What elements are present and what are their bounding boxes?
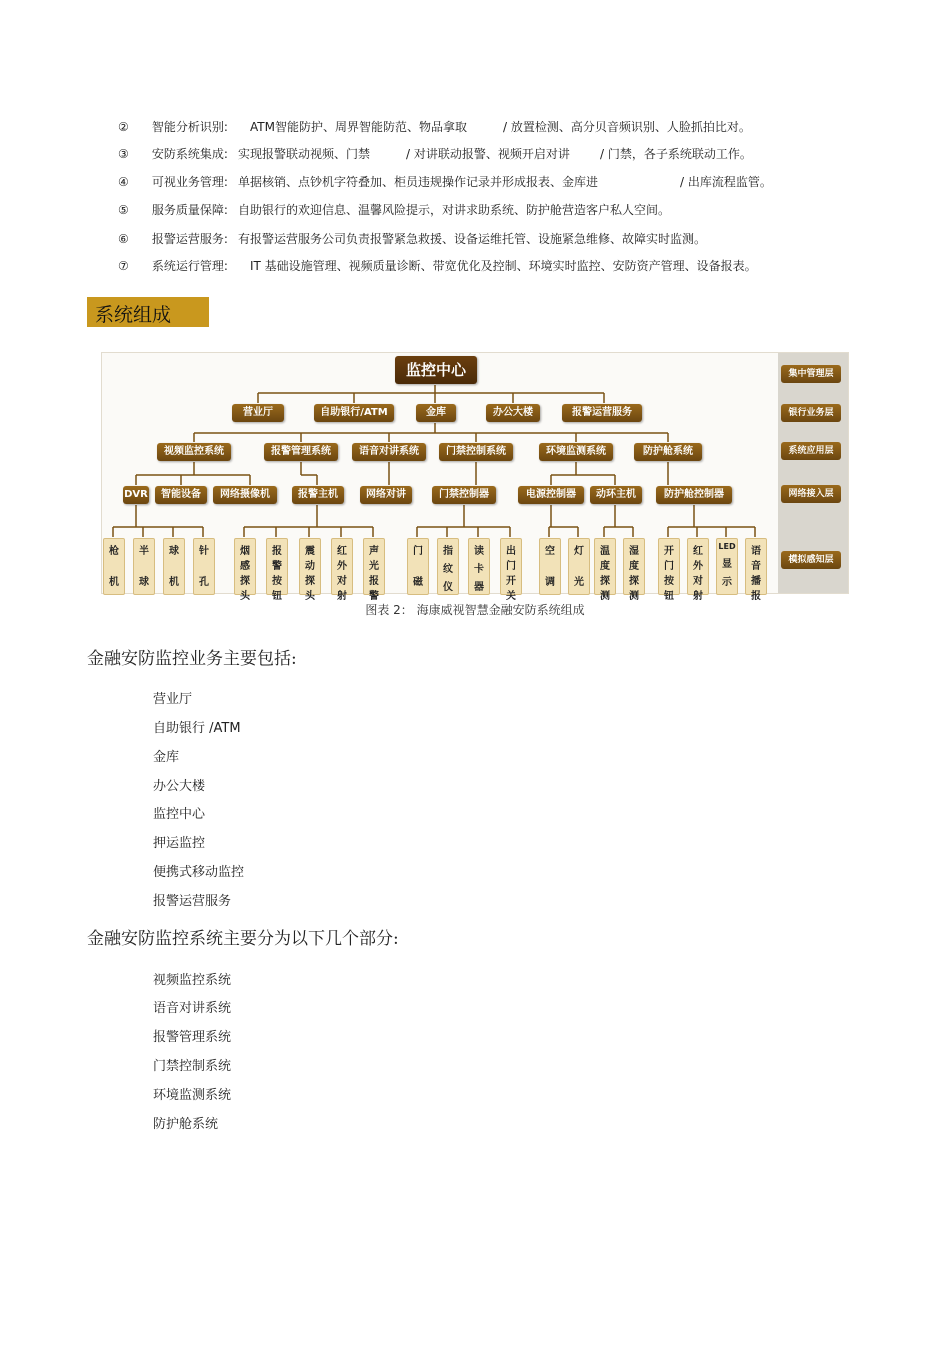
node-environment-monitoring-system: 环境监测系统 <box>539 443 613 461</box>
leaf-dome-camera: 球 机 <box>163 538 185 595</box>
numbered-item-2 <box>118 118 751 135</box>
leaf-infrared-beam: 红 外 对 射 <box>331 538 353 595</box>
numbered-item-3 <box>118 145 752 162</box>
list-item: 监控中心 <box>153 807 206 822</box>
node-office-building: 办公大楼 <box>486 404 540 422</box>
numbered-item-5 <box>118 201 671 218</box>
item-label: 智能分析识别: <box>151 120 228 134</box>
leaf-led-display: LED 显 示 <box>716 538 738 595</box>
node-alarm-host: 报警主机 <box>292 486 344 504</box>
numbered-item-4 <box>118 173 772 190</box>
item-label: 系统运行管理: <box>151 259 228 273</box>
item-number: ② <box>118 120 129 134</box>
item-text: / 对讲联动报警、视频开启对讲 <box>406 147 570 161</box>
leaf-gun-camera: 枪 机 <box>103 538 125 595</box>
leaf-door-magnet: 门 磁 <box>407 538 429 595</box>
node-business-hall: 营业厅 <box>232 404 284 422</box>
item-number: ⑤ <box>118 203 129 217</box>
item-text: 实现报警联动视频、门禁 <box>238 147 371 161</box>
list-item: 环境监测系统 <box>153 1088 232 1103</box>
item-text: 自助银行的欢迎信息、温馨风险提示，对讲求助系统、防护舱营造客户私人空间。 <box>238 203 671 217</box>
numbered-item-7 <box>118 257 757 274</box>
leaf-pinhole: 针 孔 <box>193 538 215 595</box>
node-protective-cabin-system: 防护舱系统 <box>634 443 702 461</box>
leaf-voice-broadcast: 语 音 播 报 <box>745 538 767 595</box>
leaf-alarm-button: 报 警 按 钮 <box>266 538 288 595</box>
item-label: 服务质量保障: <box>151 203 228 217</box>
layer-centralized-management: 集中管理层 <box>781 365 841 383</box>
node-network-camera: 网络摄像机 <box>213 486 277 504</box>
item-text: 单据核销、点钞机字符叠加、柜员违规操作记录并形成报表、金库进 <box>238 175 599 189</box>
layer-network-access: 网络接入层 <box>781 485 841 503</box>
node-voice-intercom-system: 语音对讲系统 <box>352 443 426 461</box>
node-network-intercom: 网络对讲 <box>360 486 412 504</box>
item-label: 安防系统集成: <box>151 147 228 161</box>
node-video-surveillance-system: 视频监控系统 <box>157 443 231 461</box>
node-power-controller: 电源控制器 <box>518 486 584 504</box>
list-item: 办公大楼 <box>153 779 206 794</box>
leaf-fingerprint: 指 纹 仪 <box>437 538 459 595</box>
item-label: 可视业务管理: <box>151 175 228 189</box>
node-alarm-management-system: 报警管理系统 <box>264 443 338 461</box>
section-title-band <box>87 297 209 327</box>
item-text: IT 基础设施管理、视频质量诊断、带宽优化及控制、环境实时监控、安防资产管理、设备报表。 <box>250 259 757 273</box>
item-number: ⑥ <box>118 232 129 246</box>
leaf-smoke-detector: 烟 感 探 头 <box>234 538 256 595</box>
item-text: / 放置检测、高分贝音频识别、人脸抓拍比对。 <box>503 120 751 134</box>
leaf-audible-visual-alarm: 声 光 报 警 <box>363 538 385 595</box>
layer-analog-sensing: 模拟感知层 <box>781 551 841 569</box>
leaf-temperature-sensor: 温 度 探 测 <box>594 538 616 595</box>
layer-bank-business: 银行业务层 <box>781 404 841 422</box>
list-item: 营业厅 <box>153 692 193 707</box>
node-vault: 金库 <box>416 404 456 422</box>
list-item: 自助银行 /ATM <box>153 721 241 736</box>
node-cabin-controller: 防护舱控制器 <box>656 486 732 504</box>
list-item: 视频监控系统 <box>153 973 232 988</box>
numbered-item-6 <box>118 230 707 247</box>
layer-panel <box>778 353 848 593</box>
leaf-door-open-button: 开 门 按 钮 <box>658 538 680 595</box>
node-monitoring-center: 监控中心 <box>395 356 477 384</box>
item-label: 报警运营服务: <box>151 232 228 246</box>
layer-system-application: 系统应用层 <box>781 442 841 460</box>
list-item: 金库 <box>153 750 180 765</box>
list-item: 语音对讲系统 <box>153 1001 232 1016</box>
node-smart-device: 智能设备 <box>155 486 207 504</box>
heading-business-scope: 金融安防监控业务主要包括: <box>87 649 297 669</box>
list-item: 门禁控制系统 <box>153 1059 232 1074</box>
item-text: / 门禁，各子系统联动工作。 <box>600 147 752 161</box>
node-access-controller: 门禁控制器 <box>432 486 496 504</box>
system-diagram <box>101 352 849 602</box>
leaf-half-dome: 半 球 <box>133 538 155 595</box>
item-number: ⑦ <box>118 259 129 273</box>
leaf-exit-switch: 出 门 开 关 <box>500 538 522 595</box>
leaf-infrared-beam-cabin: 红 外 对 射 <box>687 538 709 595</box>
leaf-lighting: 灯 光 <box>568 538 590 595</box>
node-access-control-system: 门禁控制系统 <box>439 443 513 461</box>
figure-caption: 图表 2： 海康威视智慧金融安防系统组成 <box>365 603 585 617</box>
node-alarm-operation-service: 报警运营服务 <box>562 404 642 422</box>
node-dvr: DVR <box>123 486 149 504</box>
item-number: ③ <box>118 147 129 161</box>
section-title: 系统组成 <box>95 304 172 326</box>
list-item: 报警管理系统 <box>153 1030 232 1045</box>
leaf-card-reader: 读 卡 器 <box>468 538 490 595</box>
list-item: 便携式移动监控 <box>153 865 245 880</box>
node-self-service-bank: 自助银行/ATM <box>314 404 394 422</box>
item-text: / 出库流程监管。 <box>680 175 772 189</box>
leaf-air-conditioner: 空 调 <box>539 538 561 595</box>
node-environment-host: 动环主机 <box>590 486 642 504</box>
list-item: 报警运营服务 <box>153 894 232 909</box>
item-text: ATM智能防护、周界智能防范、物品拿取 <box>250 120 467 134</box>
item-number: ④ <box>118 175 129 189</box>
leaf-vibration-detector: 震 动 探 头 <box>299 538 321 595</box>
item-text: 有报警运营服务公司负责报警紧急救援、设备运维托管、设施紧急维修、故障实时监测。 <box>238 232 707 246</box>
list-item: 押运监控 <box>153 836 206 851</box>
list-item: 防护舱系统 <box>153 1117 219 1132</box>
heading-system-parts: 金融安防监控系统主要分为以下几个部分: <box>87 929 399 949</box>
leaf-humidity-sensor: 湿 度 探 测 <box>623 538 645 595</box>
